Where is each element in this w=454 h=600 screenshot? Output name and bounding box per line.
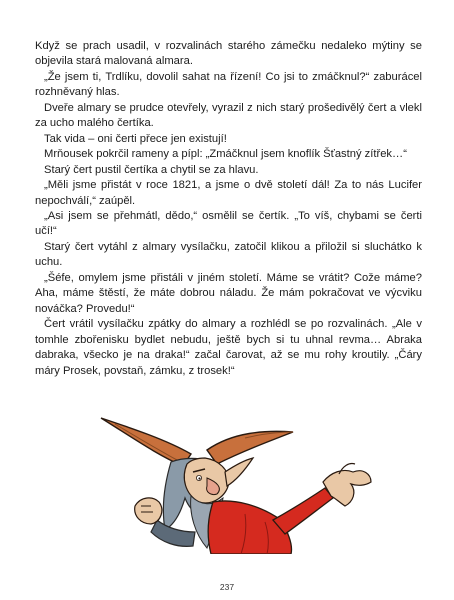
paragraph: Starý čert vytáhl z almary vysílačku, zatočil klikou a přiložil si sluchátko k uchu.	[35, 240, 422, 269]
devil-illustration	[95, 402, 380, 554]
right-arm	[273, 488, 333, 534]
paragraph: „Šéfe, omylem jsme přistáli v jiném století. Máme se vrátit? Cože máme? Aha, máme štěstí, že máte dobrou náladu. Že mám pokračovat ve výcviku nováčka? Provedu!“	[35, 271, 422, 315]
paragraph: Dveře almary se prudce otevřely, vyrazil z nich starý prošedivělý čert a vlekl za ucho malého čertíka.	[35, 101, 422, 130]
paragraph: Čert vrátil vysílačku zpátky do almary a rozhlédl se po rozvalinách. „Ale v tomhle zbořenisku bydlet nebudu, ještě bych si tu uhnal revma… Abraka dabraka, všecko je na draka!“ začal čarovat, až se mu rohy kroutily. „Čáry máry Prosek, povstaň, zámku, z trosek!“	[35, 318, 422, 377]
paragraph: Tak vida – oni čerti přece jen existují!	[44, 132, 227, 145]
left-arm	[151, 520, 195, 546]
paragraph: Starý čert pustil čertíka a chytil se za hlavu.	[44, 163, 259, 176]
left-fist	[135, 498, 162, 524]
paragraph: „Měli jsme přistát v roce 1821, a jsme o dvě století dál! Za to nás Lucifer nepochválí,“ zaúpěl.	[35, 179, 422, 207]
paragraph: Mrňousek pokrčil rameny a pípl: „Zmáčknul jsem knoflík Šťastný zítřek…“	[44, 148, 407, 161]
ear	[225, 458, 253, 486]
paragraph: „Že jsem ti, Trdlíku, dovolil sahat na řízení! Co jsi to zmáčknul?“ zaburácel rozhněvaný hlas.	[35, 70, 422, 99]
paragraph: Když se prach usadil, v rozvalinách starého zámečku nedaleko mýtiny se objevila stará malovaná almara.	[35, 40, 422, 68]
story-text	[35, 39, 422, 379]
page-number: 237	[219, 582, 235, 592]
paragraph: „Asi jsem se přehmátl, dědo,“ osmělil se čertík. „To víš, chybami se čerti učí!“	[35, 209, 422, 238]
